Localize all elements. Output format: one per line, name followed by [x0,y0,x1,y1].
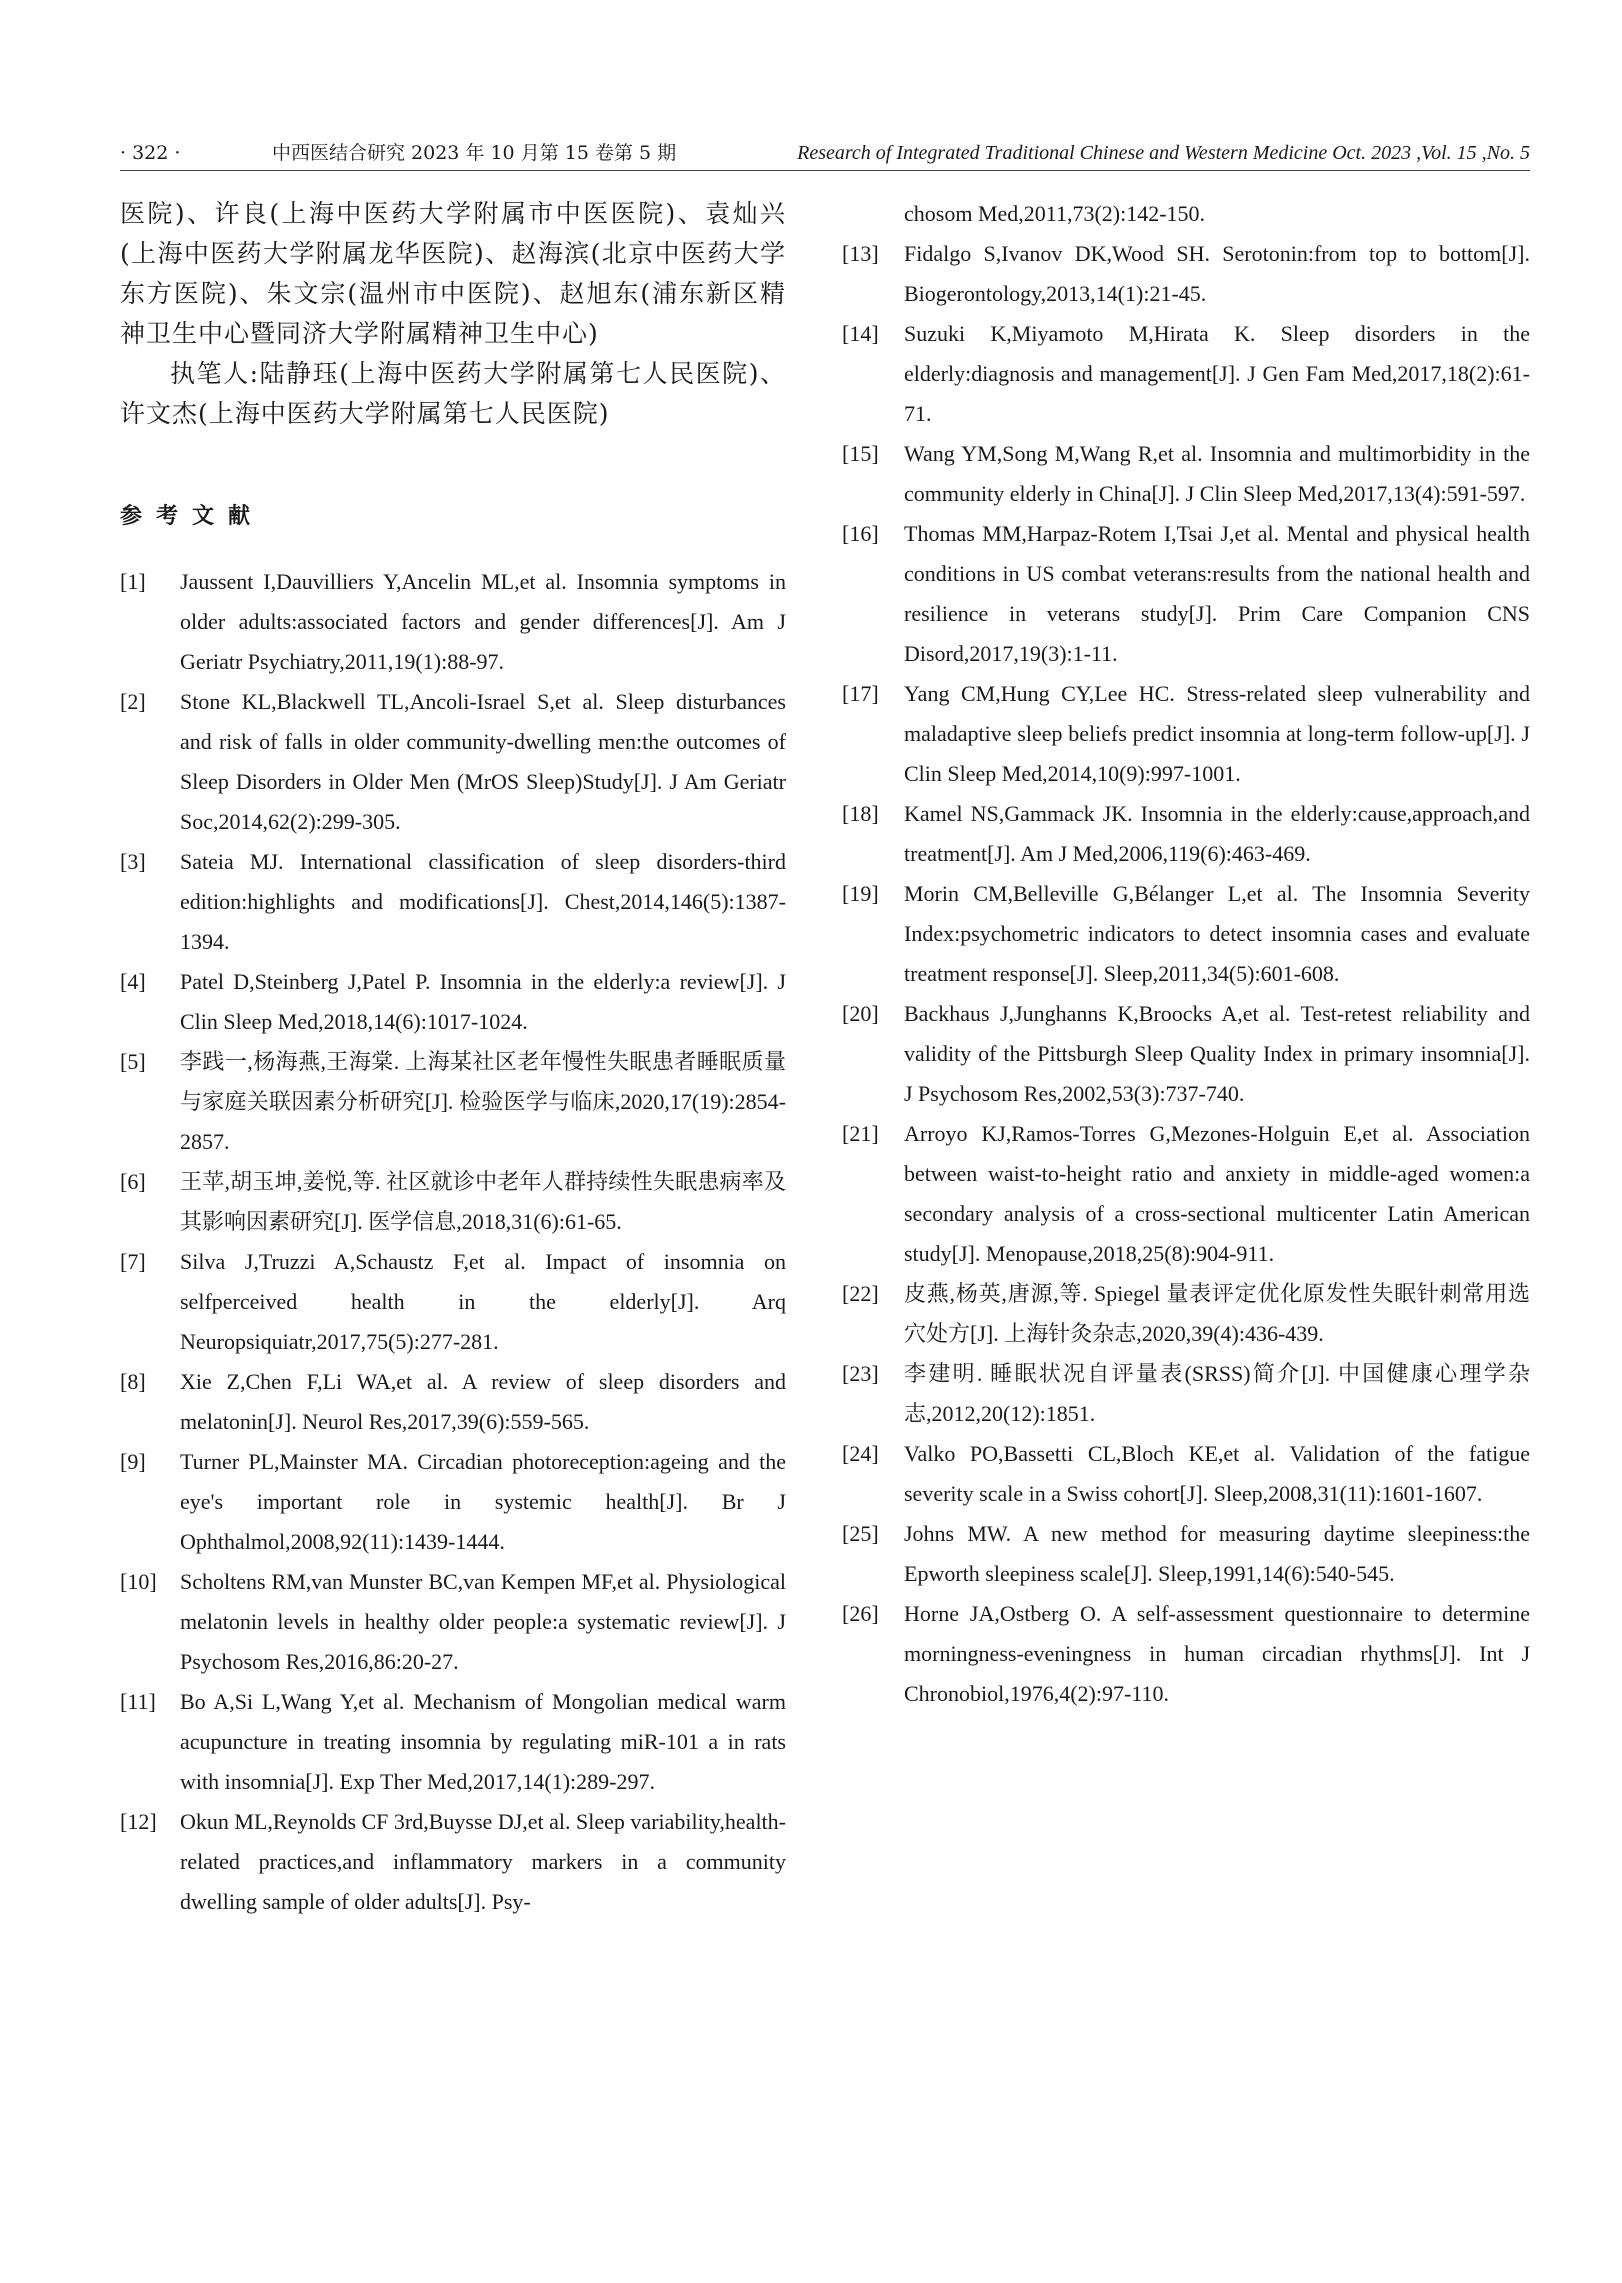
references-heading: 参考文献 [120,503,265,529]
reference-number: [10] [120,1569,157,1594]
reference-number: [20] [842,1001,879,1026]
reference-number: [16] [842,521,879,546]
reference-item [120,842,786,962]
left-column [120,194,786,1922]
reference-item [120,562,786,682]
running-header [120,138,1530,168]
reference-item [842,1114,1530,1274]
reference-text: Johns MW. A new method for measuring daytime sleepiness:the Epworth sleepiness scale[J]. Sleep,1991,14(6):540-545. [904,1521,1530,1586]
reference-item [120,1242,786,1362]
reference-item [120,1162,786,1242]
reference-text: Stone KL,Blackwell TL,Ancoli-Israel S,et al. Sleep disturbances and risk of falls in older community-dwelling men:the outcomes of Sleep Disorders in Older Men (MrOS Sleep)Study[J]. J Am Geriatr Soc,2014,62(2):299-305. [180,689,786,834]
reference-text: 王苹,胡玉坤,姜悦,等. 社区就诊中老年人群持续性失眠患病率及其影响因素研究[J]. 医学信息,2018,31(6):61-65. [180,1169,786,1234]
reference-item [120,1042,786,1162]
reference-number: [6] [120,1169,146,1194]
page-number: · 322 · [120,142,181,164]
reference-text: Suzuki K,Miyamoto M,Hirata K. Sleep disorders in the elderly:diagnosis and management[J]. J Gen Fam Med,2017,18(2):61-71. [904,321,1530,426]
reference-text: Kamel NS,Gammack JK. Insomnia in the elderly:cause,approach,and treatment[J]. Am J Med,2006,119(6):463-469. [904,801,1530,866]
reference-number: [13] [842,241,879,266]
reference-item [120,1682,786,1802]
reference-text: Xie Z,Chen F,Li WA,et al. A review of sleep disorders and melatonin[J]. Neurol Res,2017,39(6):559-565. [180,1369,786,1434]
writers-paragraph: 执笔人:陆静珏(上海中医药大学附属第七人民医院)、许文杰(上海中医药大学附属第七人民医院) [120,359,786,428]
reference-text: Fidalgo S,Ivanov DK,Wood SH. Serotonin:from top to bottom[J]. Biogerontology,2013,14(1):21-45. [904,241,1530,306]
reference-text: Thomas MM,Harpaz-Rotem I,Tsai J,et al. Mental and physical health conditions in US combat veterans:results from the national health and resilience in veterans study[J]. Prim Care Companion CNS Disord,2017,19(3):1-11. [904,521,1530,666]
reference-item [120,682,786,842]
reference-text: Scholtens RM,van Munster BC,van Kempen MF,et al. Physiological melatonin levels in healthy older people:a systematic review[J]. J Psychosom Res,2016,86:20-27. [180,1569,786,1674]
reference-text: Sateia MJ. International classification of sleep disorders-third edition:highlights and modifications[J]. Chest,2014,146(5):1387-1394. [180,849,786,954]
reference-number: [12] [120,1809,157,1834]
reference-item [842,674,1530,794]
reference-number: [5] [120,1049,146,1074]
reference-item [842,1354,1530,1434]
reference-text: Jaussent I,Dauvilliers Y,Ancelin ML,et al. Insomnia symptoms in older adults:associated factors and gender differences[J]. Am J Geriatr Psychiatry,2011,19(1):88-97. [180,569,786,674]
reference-list-right [842,234,1530,1714]
reference-item [120,1802,786,1922]
journal-title-en: Research of Integrated Traditional Chinese and Western Medicine Oct. 2023 ,Vol. 15 ,No. 5 [797,142,1530,164]
reference-text: Wang YM,Song M,Wang R,et al. Insomnia and multimorbidity in the community elderly in China[J]. J Clin Sleep Med,2017,13(4):591-597. [904,441,1530,506]
reference-list-left [120,562,786,1922]
reference-item [120,1362,786,1442]
reference-number: [15] [842,441,879,466]
reference-number: [14] [842,321,879,346]
header-rule [120,170,1530,171]
reference-item [842,1274,1530,1354]
reference-text: Morin CM,Belleville G,Bélanger L,et al. The Insomnia Severity Index:psychometric indicators to detect insomnia cases and evaluate treatment response[J]. Sleep,2011,34(5):601-608. [904,881,1530,986]
reference-number: [11] [120,1689,156,1714]
reference-text: Yang CM,Hung CY,Lee HC. Stress-related sleep vulnerability and maladaptive sleep beliefs predict insomnia at long-term follow-up[J]. J Clin Sleep Med,2014,10(9):997-1001. [904,681,1530,786]
reference-item [120,962,786,1042]
reference-number: [21] [842,1121,879,1146]
reference-text: 李践一,杨海燕,王海棠. 上海某社区老年慢性失眠患者睡眠质量与家庭关联因素分析研究[J]. 检验医学与临床,2020,17(19):2854-2857. [180,1049,786,1154]
reference-text: Bo A,Si L,Wang Y,et al. Mechanism of Mongolian medical warm acupuncture in treating insomnia by regulating miR-101 a in rats with insomnia[J]. Exp Ther Med,2017,14(1):289-297. [180,1689,786,1794]
reference-item [842,794,1530,874]
reference-item [120,1562,786,1682]
reference-continuation: chosom Med,2011,73(2):142-150. [904,201,1206,226]
reference-number: [26] [842,1601,879,1626]
reference-text: Patel D,Steinberg J,Patel P. Insomnia in the elderly:a review[J]. J Clin Sleep Med,2018,14(6):1017-1024. [180,969,786,1034]
reference-text: Horne JA,Ostberg O. A self-assessment questionnaire to determine morningness-eveningness in human circadian rhythms[J]. Int J Chronobiol,1976,4(2):97-110. [904,1601,1530,1706]
reference-item [842,994,1530,1114]
reference-number: [22] [842,1281,879,1306]
reference-number: [2] [120,689,146,714]
reference-text: Turner PL,Mainster MA. Circadian photoreception:ageing and the eye's important role in systemic health[J]. Br J Ophthalmol,2008,92(11):1439-1444. [180,1449,786,1554]
reference-item [842,874,1530,994]
reference-number: [19] [842,881,879,906]
reference-item [842,1514,1530,1594]
reference-number: [7] [120,1249,146,1274]
reference-item [842,434,1530,514]
reference-number: [1] [120,569,146,594]
reference-item [842,234,1530,314]
reference-number: [25] [842,1521,879,1546]
right-column [842,194,1530,1714]
reference-item [842,1434,1530,1514]
reference-item [842,514,1530,674]
reference-number: [17] [842,681,879,706]
reference-text: Arroyo KJ,Ramos-Torres G,Mezones-Holguin E,et al. Association between waist-to-height ratio and anxiety in middle-aged women:a secondary analysis of a cross-sectional multicenter Latin American study[J]. Menopause,2018,25(8):904-911. [904,1121,1530,1266]
reference-text: Valko PO,Bassetti CL,Bloch KE,et al. Validation of the fatigue severity scale in a Swiss cohort[J]. Sleep,2008,31(11):1601-1607. [904,1441,1530,1506]
reference-text: Okun ML,Reynolds CF 3rd,Buysse DJ,et al. Sleep variability,health-related practices,and inflammatory markers in a community dwelling sample of older adults[J]. Psy- [180,1809,786,1914]
reference-number: [8] [120,1369,146,1394]
reference-text: Silva J,Truzzi A,Schaustz F,et al. Impact of insomnia on selfperceived health in the elderly[J]. Arq Neuropsiquiatr,2017,75(5):277-281. [180,1249,786,1354]
reference-number: [23] [842,1361,879,1386]
reference-item [120,1442,786,1562]
reference-item [842,1594,1530,1714]
reference-item [842,314,1530,434]
reference-text: Backhaus J,Junghanns K,Broocks A,et al. Test-retest reliability and validity of the Pittsburgh Sleep Quality Index in primary insomnia[J]. J Psychosom Res,2002,53(3):737-740. [904,1001,1530,1106]
journal-title-cn: 中西医结合研究 2023 年 10 月第 15 卷第 5 期 [272,142,677,164]
reference-number: [24] [842,1441,879,1466]
reference-number: [3] [120,849,146,874]
reference-text: 皮燕,杨英,唐源,等. Spiegel 量表评定优化原发性失眠针刺常用选穴处方[J]. 上海针灸杂志,2020,39(4):436-439. [904,1281,1530,1346]
author-affiliations-paragraph: 医院)、许良(上海中医药大学附属市中医医院)、袁灿兴(上海中医药大学附属龙华医院)、赵海滨(北京中医药大学东方医院)、朱文宗(温州市中医院)、赵旭东(浦东新区精神卫生中心暨同济大学附属精神卫生中心) [120,199,786,348]
reference-number: [9] [120,1449,146,1474]
reference-number: [18] [842,801,879,826]
reference-number: [4] [120,969,146,994]
reference-text: 李建明. 睡眠状况自评量表(SRSS)简介[J]. 中国健康心理学杂志,2012,20(12):1851. [904,1361,1530,1426]
